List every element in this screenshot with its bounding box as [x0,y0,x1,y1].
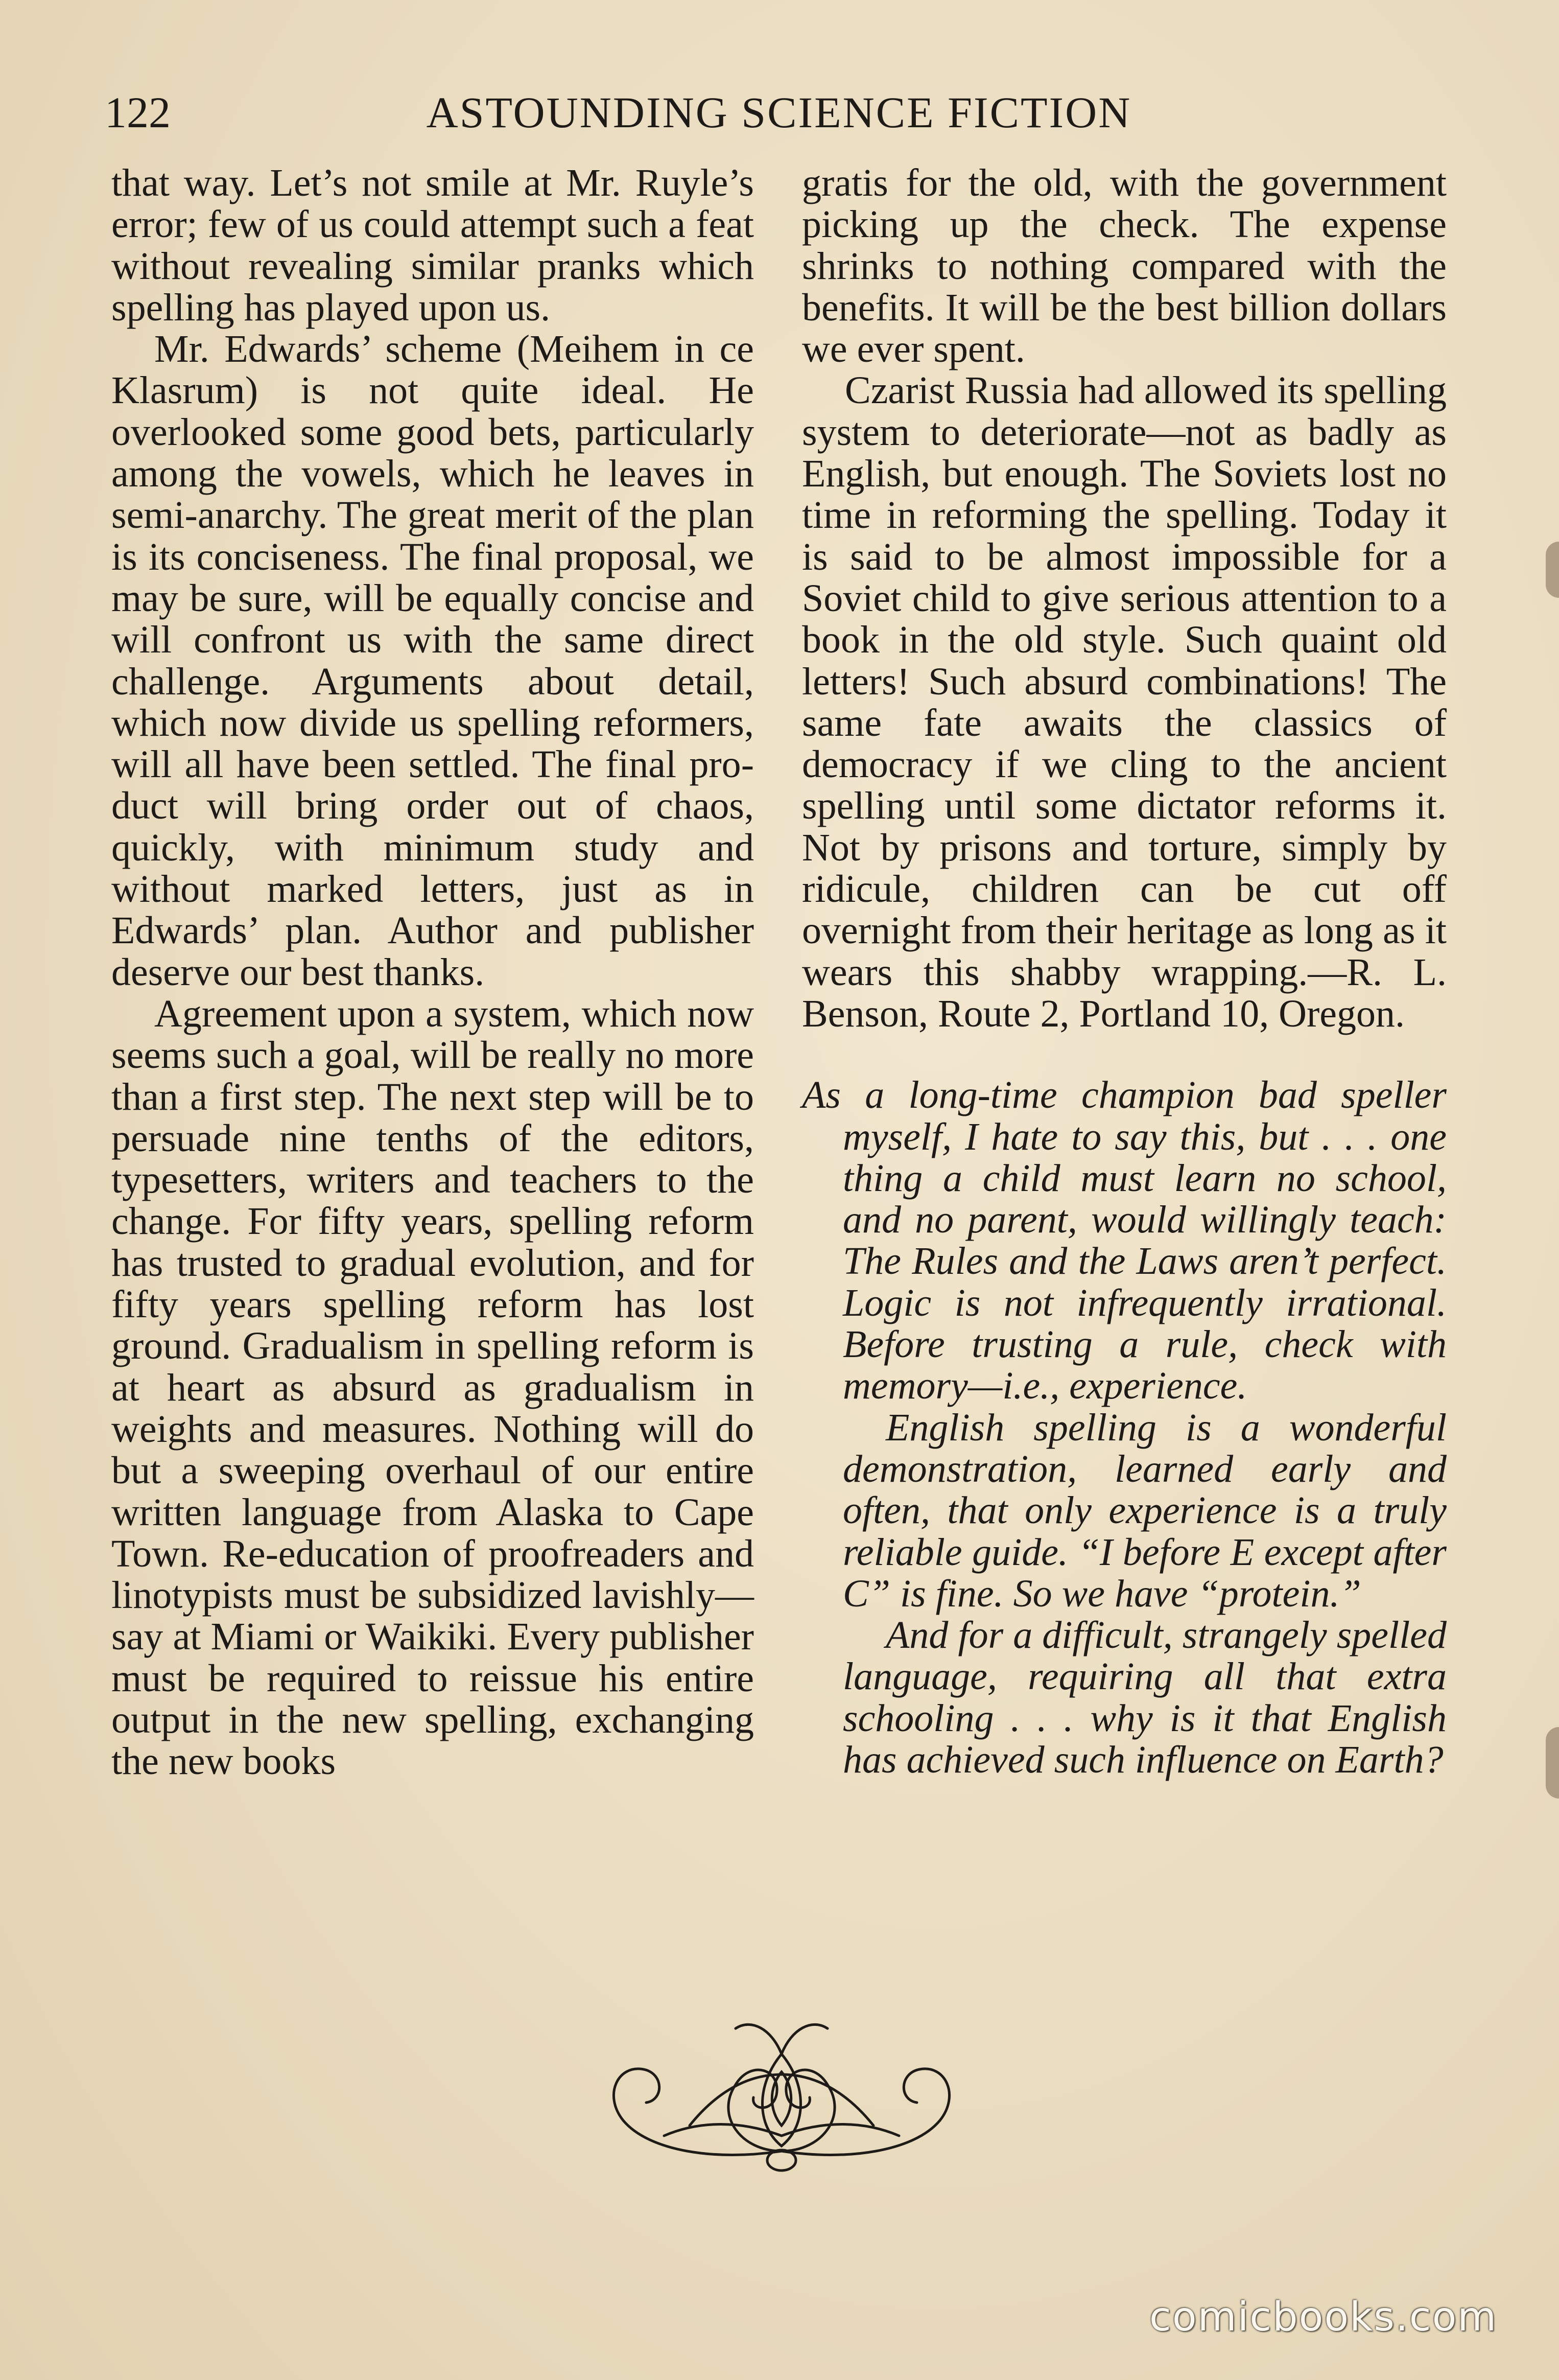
editor-note-paragraph-2: English spelling is a wonderful demonstration, learned early and often, that only experience is a truly reliable guide. “I before E except after C” is fine. So we have “protein.” [843,1406,1447,1615]
right-column [802,162,1447,1781]
right-paragraph-2: Czarist Russia had allowed its spelling system to deteriorate—not as badly as English, but enough. The Soviets lost no time in reforming the spelling. Today it is said to be almost impossible for a Soviet child to give serious attention to a book in the old style. Such quaint old letters! Such absurd combinations! The same fate awaits the classics of democracy if we cling to the ancient spelling until some dictator reforms it. Not by prisons and torture, simply by ridicule, children can be cut off overnight from their heritage as long as it wears this shabby wrapping.—R. L. Benson, Route 2, Portland 10, Oregon. [802,369,1447,1035]
page-header [105,87,1453,143]
editor-note-paragraph-1: As a long-time champion bad speller myself, I hate to say this, but . . . one thing a child must learn no school, and no parent, would willingly teach: The Rules and the Laws aren’t perfect. Logic is not infrequently irrational. Before trusting a rule, check with memory—i.e., experience. [802,1074,1447,1408]
right-paragraph-1: gratis for the old, with the government picking up the check. The expense shrinks to nothing compared with the benefits. It will be the best billion dollars we ever spent. [802,161,1447,371]
page-edge-mark-bottom [1546,1727,1559,1799]
scroll-ornament-icon [587,1998,976,2182]
left-paragraph-3: Agreement upon a system, which now seems such a goal, will be really no more than a first step. The next step will be to persuade nine tenths of the editors, typesetters, writers and teachers to the change. For fifty years, spelling reform has trusted to gradual evolution, and for fifty years spelling reform has lost ground. Gradualism in spelling reform is at heart as absurd as gradualism in weights and measures. Nothing will do but a sweeping overhaul of our entire written language from Alaska to Cape Town. Re-education of proofreaders and linotypists must be subsidized lavishly—say at Miami or Waikiki. Every publisher must be required to reissue his entire output in the new spelling, exchanging the new books [111,992,754,1783]
page-edge-mark-top [1546,542,1559,598]
left-column [111,162,754,1783]
watermark: comicbooks.com [1149,2294,1498,2340]
running-title: ASTOUNDING SCIENCE FICTION [426,88,1132,137]
page-number: 122 [105,88,171,137]
left-paragraph-1: that way. Let’s not smile at Mr. Ruyle’s error; few of us could attempt such a feat without revealing similar pranks which spelling has played upon us. [111,161,754,329]
editor-note [802,1075,1447,1781]
editor-note-paragraph-3: And for a difficult, strangely spelled language, requiring all that extra schooling . . . why is it that English has achieved such influence on Earth? [843,1614,1447,1781]
left-paragraph-2: Mr. Edwards’ scheme (Meihem in ce Klasrum) is not quite ideal. He overlooked some good bets, particularly among the vowels, which he leaves in semi-anarchy. The great merit of the plan is its conciseness. The final proposal, we may be sure, will be equally concise and will confront us with the same direct challenge. Arguments about detail, which now divide us spelling reformers, will all have been settled. The final product will bring order out of chaos, quickly, with minimum study and without marked letters, just as in Edwards’ plan. Author and publisher deserve our best thanks. [111,328,754,994]
